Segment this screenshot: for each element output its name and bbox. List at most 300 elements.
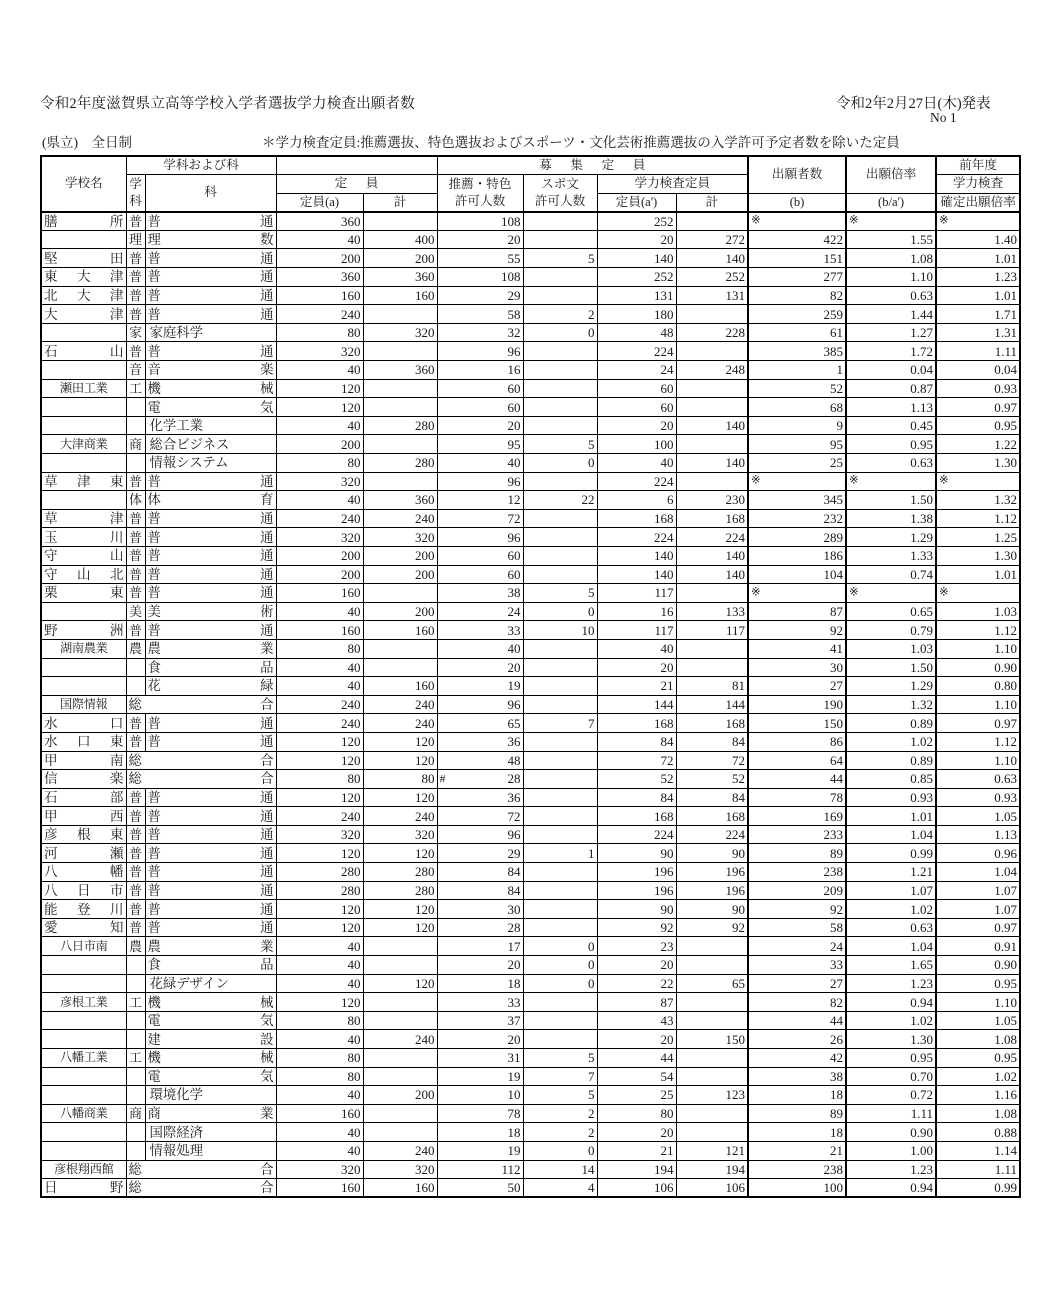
cell-prev-year-ratio: 0.63 — [936, 770, 1020, 789]
cell-ratio: 0.72 — [846, 1086, 936, 1105]
cell-sports-culture — [523, 565, 597, 584]
cell-quota-total — [363, 379, 437, 398]
publish-date: 令和2年2月27日(木)発表 — [836, 96, 991, 112]
cell-recommend-special: 96 — [437, 695, 523, 714]
cell-course: 食 品 — [145, 658, 276, 677]
cell-school-name: 甲 西 — [41, 807, 126, 826]
cell-applicants: 82 — [748, 993, 846, 1012]
cell-exam-quota-a: 224 — [597, 472, 676, 491]
table-row — [41, 1160, 1020, 1179]
cell-sports-culture — [523, 361, 597, 380]
cell-course: 国際経済 — [145, 1123, 276, 1142]
cell-prev-year-ratio: 0.95 — [936, 416, 1020, 435]
cell-recommend-special: 30 — [437, 900, 523, 919]
cell-quota-a: 320 — [276, 528, 363, 547]
cell-quota-total — [363, 212, 437, 231]
cell-quota-a: 40 — [276, 602, 363, 621]
table-row — [41, 937, 1020, 956]
cell-prev-year-ratio: 1.07 — [936, 881, 1020, 900]
cell-applicants: 30 — [748, 658, 846, 677]
cell-recommend-special: 95 — [437, 435, 523, 454]
cell-course: 電 気 — [145, 1011, 276, 1030]
cell-school-name — [41, 230, 126, 249]
cell-ratio: 0.94 — [846, 1179, 936, 1198]
cell-quota-total — [363, 639, 437, 658]
cell-sports-culture: 0 — [523, 1141, 597, 1160]
cell-exam-quota-total — [676, 639, 748, 658]
cell-department: 普 — [126, 807, 145, 826]
cell-exam-quota-total: 196 — [676, 881, 748, 900]
cell-quota-a: 160 — [276, 1104, 363, 1123]
cell-school-name: 信 楽 — [41, 770, 126, 789]
cell-prev-year-ratio: 1.14 — [936, 1141, 1020, 1160]
cell-department — [126, 1123, 145, 1142]
cell-quota-a: 120 — [276, 398, 363, 417]
cell-course: 普 通 — [145, 268, 276, 287]
cell-sports-culture: 2 — [523, 1104, 597, 1123]
cell-prev-year-ratio: 1.01 — [936, 565, 1020, 584]
cell-recommend-special: 16 — [437, 361, 523, 380]
cell-exam-quota-a: 6 — [597, 491, 676, 510]
cell-exam-quota-total — [676, 1011, 748, 1030]
cell-applicants: 104 — [748, 565, 846, 584]
cell-prev-year-ratio: 0.95 — [936, 1049, 1020, 1068]
col-applicants: 出願者数 — [748, 156, 846, 193]
cell-quota-a: 40 — [276, 491, 363, 510]
cell-recommend-special: 17 — [437, 937, 523, 956]
cell-applicants: 422 — [748, 230, 846, 249]
cell-course: 普 通 — [145, 305, 276, 324]
cell-department — [126, 454, 145, 473]
table-row — [41, 918, 1020, 937]
cell-ratio: 0.79 — [846, 621, 936, 640]
cell-sports-culture — [523, 695, 597, 714]
cell-exam-quota-a: 140 — [597, 546, 676, 565]
cell-applicants: 27 — [748, 974, 846, 993]
cell-prev-year-ratio: 0.04 — [936, 361, 1020, 380]
cell-ratio: 1.13 — [846, 398, 936, 417]
cell-quota-a: 200 — [276, 565, 363, 584]
cell-exam-quota-a: 22 — [597, 974, 676, 993]
cell-exam-quota-total: 224 — [676, 825, 748, 844]
cell-quota-a: 40 — [276, 1141, 363, 1160]
cell-course: 普 通 — [145, 212, 276, 231]
cell-sports-culture — [523, 918, 597, 937]
cell-ratio: 1.21 — [846, 863, 936, 882]
cell-course: 機 械 — [145, 379, 276, 398]
table-row — [41, 435, 1020, 454]
col-applicants-sub: (b) — [748, 193, 846, 212]
cell-exam-quota-a: 224 — [597, 342, 676, 361]
cell-recommend-special: 112 — [437, 1160, 523, 1179]
cell-sports-culture: 5 — [523, 435, 597, 454]
cell-quota-a: 80 — [276, 1011, 363, 1030]
cell-sports-culture — [523, 1011, 597, 1030]
cell-prev-year-ratio: 1.25 — [936, 528, 1020, 547]
cell-school-name: 彦 根 東 — [41, 825, 126, 844]
applicants-table — [40, 155, 1021, 1198]
cell-recommend-special: 19 — [437, 1067, 523, 1086]
cell-course: 電 気 — [145, 398, 276, 417]
cell-department — [126, 1030, 145, 1049]
cell-applicants: 61 — [748, 323, 846, 342]
col-group-recruit-quota: 募 集 定 員 — [437, 156, 748, 175]
cell-department: 音 — [126, 361, 145, 380]
cell-prev-year-ratio: 1.05 — [936, 1011, 1020, 1030]
cell-quota-total: 320 — [363, 528, 437, 547]
table-row — [41, 602, 1020, 621]
cell-recommend-special: 48 — [437, 751, 523, 770]
cell-applicants: 27 — [748, 677, 846, 696]
cell-exam-quota-a: 44 — [597, 1049, 676, 1068]
cell-applicants: 33 — [748, 956, 846, 975]
cell-recommend-special: 18 — [437, 974, 523, 993]
col-prev-year-line1: 前年度 — [936, 156, 1020, 175]
cell-school-name: 北 大 津 — [41, 286, 126, 305]
cell-course: 食 品 — [145, 956, 276, 975]
cell-school-name: 玉 川 — [41, 528, 126, 547]
cell-school-name: 守 山 — [41, 546, 126, 565]
table-row — [41, 788, 1020, 807]
cell-department: 商 — [126, 435, 145, 454]
cell-ratio: 0.04 — [846, 361, 936, 380]
cell-exam-quota-a: 194 — [597, 1160, 676, 1179]
cell-recommend-special: 60 — [437, 565, 523, 584]
cell-sports-culture — [523, 212, 597, 231]
table-row — [41, 342, 1020, 361]
cell-school-name: 湖南農業 — [41, 639, 126, 658]
cell-prev-year-ratio: 0.95 — [936, 974, 1020, 993]
table-row — [41, 770, 1020, 789]
document-title: 令和2年度滋賀県立高等学校入学者選抜学力検査出願者数 — [40, 96, 415, 112]
cell-sports-culture — [523, 677, 597, 696]
cell-quota-total: 320 — [363, 825, 437, 844]
cell-school-name — [41, 1011, 126, 1030]
cell-ratio: 1.29 — [846, 528, 936, 547]
cell-applicants: 1 — [748, 361, 846, 380]
cell-ratio: 1.50 — [846, 658, 936, 677]
cell-quota-a: 360 — [276, 268, 363, 287]
cell-sports-culture: 5 — [523, 584, 597, 603]
cell-sports-culture — [523, 546, 597, 565]
cell-ratio: 0.63 — [846, 286, 936, 305]
cell-course: 農 業 — [145, 937, 276, 956]
cell-exam-quota-a: 72 — [597, 751, 676, 770]
table-row — [41, 398, 1020, 417]
cell-department: 家 — [126, 323, 145, 342]
table-row — [41, 528, 1020, 547]
page-number: No 1 — [930, 110, 957, 125]
cell-school-name: 堅 田 — [41, 249, 126, 268]
cell-course: 普 通 — [145, 528, 276, 547]
cell-prev-year-ratio: 1.13 — [936, 825, 1020, 844]
table-row — [41, 1086, 1020, 1105]
cell-applicants: 190 — [748, 695, 846, 714]
cell-recommend-special: 24 — [437, 602, 523, 621]
cell-prev-year-ratio: 1.11 — [936, 1160, 1020, 1179]
cell-prev-year-ratio: 1.01 — [936, 249, 1020, 268]
cell-recommend-special: 33 — [437, 993, 523, 1012]
table-row — [41, 565, 1020, 584]
cell-quota-a: 240 — [276, 695, 363, 714]
cell-recommend-special: 20 — [437, 658, 523, 677]
col-quota-a: 定員(a) — [276, 193, 363, 212]
cell-recommend-special: 33 — [437, 621, 523, 640]
cell-quota-a: 120 — [276, 844, 363, 863]
cell-exam-quota-total: 117 — [676, 621, 748, 640]
cell-ratio: 1.10 — [846, 268, 936, 287]
cell-applicants: 42 — [748, 1049, 846, 1068]
cell-quota-a: 320 — [276, 472, 363, 491]
cell-sports-culture: 0 — [523, 956, 597, 975]
cell-exam-quota-a: 21 — [597, 677, 676, 696]
cell-exam-quota-total: 121 — [676, 1141, 748, 1160]
cell-quota-a: 80 — [276, 770, 363, 789]
cell-ratio: 0.93 — [846, 788, 936, 807]
cell-ratio: 1.30 — [846, 1030, 936, 1049]
cell-ratio: 1.72 — [846, 342, 936, 361]
cell-course: 花緑デザイン — [145, 974, 276, 993]
cell-course: 総 合 — [126, 1179, 276, 1198]
cell-applicants: 64 — [748, 751, 846, 770]
cell-prev-year-ratio: 1.30 — [936, 546, 1020, 565]
cell-recommend-special: 12 — [437, 491, 523, 510]
cell-ratio: 1.32 — [846, 695, 936, 714]
cell-department: 普 — [126, 528, 145, 547]
cell-applicants: 86 — [748, 732, 846, 751]
cell-exam-quota-total: 230 — [676, 491, 748, 510]
cell-ratio: 1.04 — [846, 937, 936, 956]
cell-department: 普 — [126, 584, 145, 603]
cell-exam-quota-total: 72 — [676, 751, 748, 770]
cell-department: 普 — [126, 881, 145, 900]
cell-quota-total: 200 — [363, 602, 437, 621]
cell-exam-quota-a: 224 — [597, 528, 676, 547]
cell-exam-quota-total: 81 — [676, 677, 748, 696]
cell-applicants: 89 — [748, 844, 846, 863]
table-row — [41, 1123, 1020, 1142]
cell-prev-year-ratio: 0.80 — [936, 677, 1020, 696]
cell-exam-quota-a: 252 — [597, 268, 676, 287]
cell-exam-quota-a: 24 — [597, 361, 676, 380]
cell-sports-culture — [523, 472, 597, 491]
table-row — [41, 268, 1020, 287]
cell-department — [126, 1067, 145, 1086]
cell-ratio: 1.38 — [846, 509, 936, 528]
cell-sports-culture: 7 — [523, 714, 597, 733]
cell-quota-a: 200 — [276, 546, 363, 565]
table-row — [41, 546, 1020, 565]
cell-recommend-special: 60 — [437, 546, 523, 565]
cell-course: 建 設 — [145, 1030, 276, 1049]
cell-sports-culture: 7 — [523, 1067, 597, 1086]
cell-quota-a: 120 — [276, 900, 363, 919]
table-row — [41, 658, 1020, 677]
cell-exam-quota-a: 90 — [597, 844, 676, 863]
cell-exam-quota-total: 224 — [676, 528, 748, 547]
cell-prev-year-ratio: 1.22 — [936, 435, 1020, 454]
cell-recommend-special: 65 — [437, 714, 523, 733]
cell-prev-year-ratio: 1.08 — [936, 1104, 1020, 1123]
cell-exam-quota-total — [676, 305, 748, 324]
table-row — [41, 714, 1020, 733]
cell-prev-year-ratio: 1.07 — [936, 900, 1020, 919]
cell-quota-total: 200 — [363, 546, 437, 565]
cell-course: 機 械 — [145, 993, 276, 1012]
cell-exam-quota-total — [676, 1123, 748, 1142]
table-header — [41, 156, 1020, 212]
col-ratio-sub: (b/a') — [846, 193, 936, 212]
cell-course: 普 通 — [145, 249, 276, 268]
cell-ratio: 0.65 — [846, 602, 936, 621]
cell-exam-quota-total: 140 — [676, 249, 748, 268]
cell-quota-a: 40 — [276, 677, 363, 696]
cell-course: 普 通 — [145, 788, 276, 807]
cell-prev-year-ratio — [936, 472, 1020, 491]
cell-exam-quota-a: 92 — [597, 918, 676, 937]
cell-quota-a: 80 — [276, 323, 363, 342]
cell-department: 農 — [126, 639, 145, 658]
cell-quota-total — [363, 435, 437, 454]
cell-ratio: 1.50 — [846, 491, 936, 510]
cell-exam-quota-total: 248 — [676, 361, 748, 380]
cell-school-name: 膳 所 — [41, 212, 126, 231]
cell-exam-quota-a: 60 — [597, 379, 676, 398]
cell-ratio: 0.63 — [846, 454, 936, 473]
cell-quota-total — [363, 1049, 437, 1068]
cell-school-name: 愛 知 — [41, 918, 126, 937]
cell-exam-quota-total — [676, 212, 748, 231]
cell-prev-year-ratio: 0.99 — [936, 1179, 1020, 1198]
table-row — [41, 751, 1020, 770]
cell-course: 情報処理 — [145, 1141, 276, 1160]
cell-quota-a: 120 — [276, 379, 363, 398]
cell-recommend-special: 84 — [437, 881, 523, 900]
cell-quota-total — [363, 993, 437, 1012]
cell-exam-quota-total — [676, 584, 748, 603]
cell-exam-quota-a: 16 — [597, 602, 676, 621]
cell-prev-year-ratio: 1.30 — [936, 454, 1020, 473]
cell-ratio: 1.65 — [846, 956, 936, 975]
cell-quota-a: 240 — [276, 509, 363, 528]
cell-prev-year-ratio: 0.90 — [936, 956, 1020, 975]
cell-exam-quota-a: 43 — [597, 1011, 676, 1030]
cell-exam-quota-a: 168 — [597, 807, 676, 826]
table-row — [41, 230, 1020, 249]
cell-quota-total: 120 — [363, 900, 437, 919]
table-row — [41, 472, 1020, 491]
cell-course: 総 合 — [126, 751, 276, 770]
cell-sports-culture — [523, 825, 597, 844]
cell-quota-total: 160 — [363, 286, 437, 305]
table-row — [41, 900, 1020, 919]
cell-applicants: 87 — [748, 602, 846, 621]
cell-sports-culture: 22 — [523, 491, 597, 510]
cell-quota-total — [363, 937, 437, 956]
cell-exam-quota-total: 144 — [676, 695, 748, 714]
cell-recommend-special: 72 — [437, 807, 523, 826]
cell-sports-culture: 0 — [523, 937, 597, 956]
cell-department — [126, 658, 145, 677]
cell-department — [126, 416, 145, 435]
cell-sports-culture — [523, 807, 597, 826]
cell-applicants: 68 — [748, 398, 846, 417]
sports-line1: スポ文 — [541, 176, 579, 191]
cell-school-name: 彦根翔西館 — [41, 1160, 126, 1179]
cell-school-name — [41, 491, 126, 510]
cell-school-name: 大津商業 — [41, 435, 126, 454]
cell-course: 普 通 — [145, 342, 276, 361]
cell-school-name — [41, 454, 126, 473]
col-school-name: 学校名 — [41, 156, 126, 212]
cell-school-name — [41, 1123, 126, 1142]
cell-exam-quota-a: 84 — [597, 788, 676, 807]
cell-exam-quota-total: 84 — [676, 788, 748, 807]
cell-applicants: 238 — [748, 863, 846, 882]
cell-prev-year-ratio: 0.93 — [936, 379, 1020, 398]
cell-department — [126, 1086, 145, 1105]
table-row — [41, 639, 1020, 658]
cell-sports-culture — [523, 770, 597, 789]
cell-applicants: 41 — [748, 639, 846, 658]
cell-exam-quota-total: 123 — [676, 1086, 748, 1105]
cell-sports-culture: 5 — [523, 249, 597, 268]
cell-applicants: 58 — [748, 918, 846, 937]
cell-quota-a: 120 — [276, 993, 363, 1012]
cell-exam-quota-total — [676, 956, 748, 975]
cell-sports-culture: 0 — [523, 602, 597, 621]
cell-ratio: 0.45 — [846, 416, 936, 435]
cell-course: 普 通 — [145, 918, 276, 937]
cell-prev-year-ratio: 1.10 — [936, 695, 1020, 714]
cell-recommend-special: 19 — [437, 1141, 523, 1160]
cell-sports-culture — [523, 342, 597, 361]
cell-school-name — [41, 1067, 126, 1086]
cell-exam-quota-total — [676, 472, 748, 491]
cell-department: 工 — [126, 379, 145, 398]
cell-applicants: 38 — [748, 1067, 846, 1086]
cell-applicants: 209 — [748, 881, 846, 900]
cell-applicants: 259 — [748, 305, 846, 324]
cell-quota-total — [363, 584, 437, 603]
table-row — [41, 695, 1020, 714]
table-row — [41, 1049, 1020, 1068]
cell-quota-a: 360 — [276, 212, 363, 231]
cell-quota-a: 40 — [276, 956, 363, 975]
cell-quota-a: 280 — [276, 881, 363, 900]
cell-recommend-special: 31 — [437, 1049, 523, 1068]
cell-quota-a: 120 — [276, 732, 363, 751]
cell-department: 工 — [126, 1049, 145, 1068]
cell-department: 普 — [126, 249, 145, 268]
cell-quota-a: 120 — [276, 918, 363, 937]
cell-ratio: 1.00 — [846, 1141, 936, 1160]
cell-school-name — [41, 398, 126, 417]
cell-ratio: 1.33 — [846, 546, 936, 565]
cell-exam-quota-a: 20 — [597, 1123, 676, 1142]
cell-ratio: 0.89 — [846, 714, 936, 733]
cell-exam-quota-total: 272 — [676, 230, 748, 249]
cell-exam-quota-total: 106 — [676, 1179, 748, 1198]
cell-exam-quota-a: 23 — [597, 937, 676, 956]
cell-sports-culture: 14 — [523, 1160, 597, 1179]
cell-exam-quota-a: 196 — [597, 863, 676, 882]
cell-prev-year-ratio: 1.10 — [936, 639, 1020, 658]
cell-course: 家庭科学 — [145, 323, 276, 342]
cell-course: 普 通 — [145, 472, 276, 491]
cell-quota-a: 160 — [276, 584, 363, 603]
cell-quota-a: 320 — [276, 342, 363, 361]
